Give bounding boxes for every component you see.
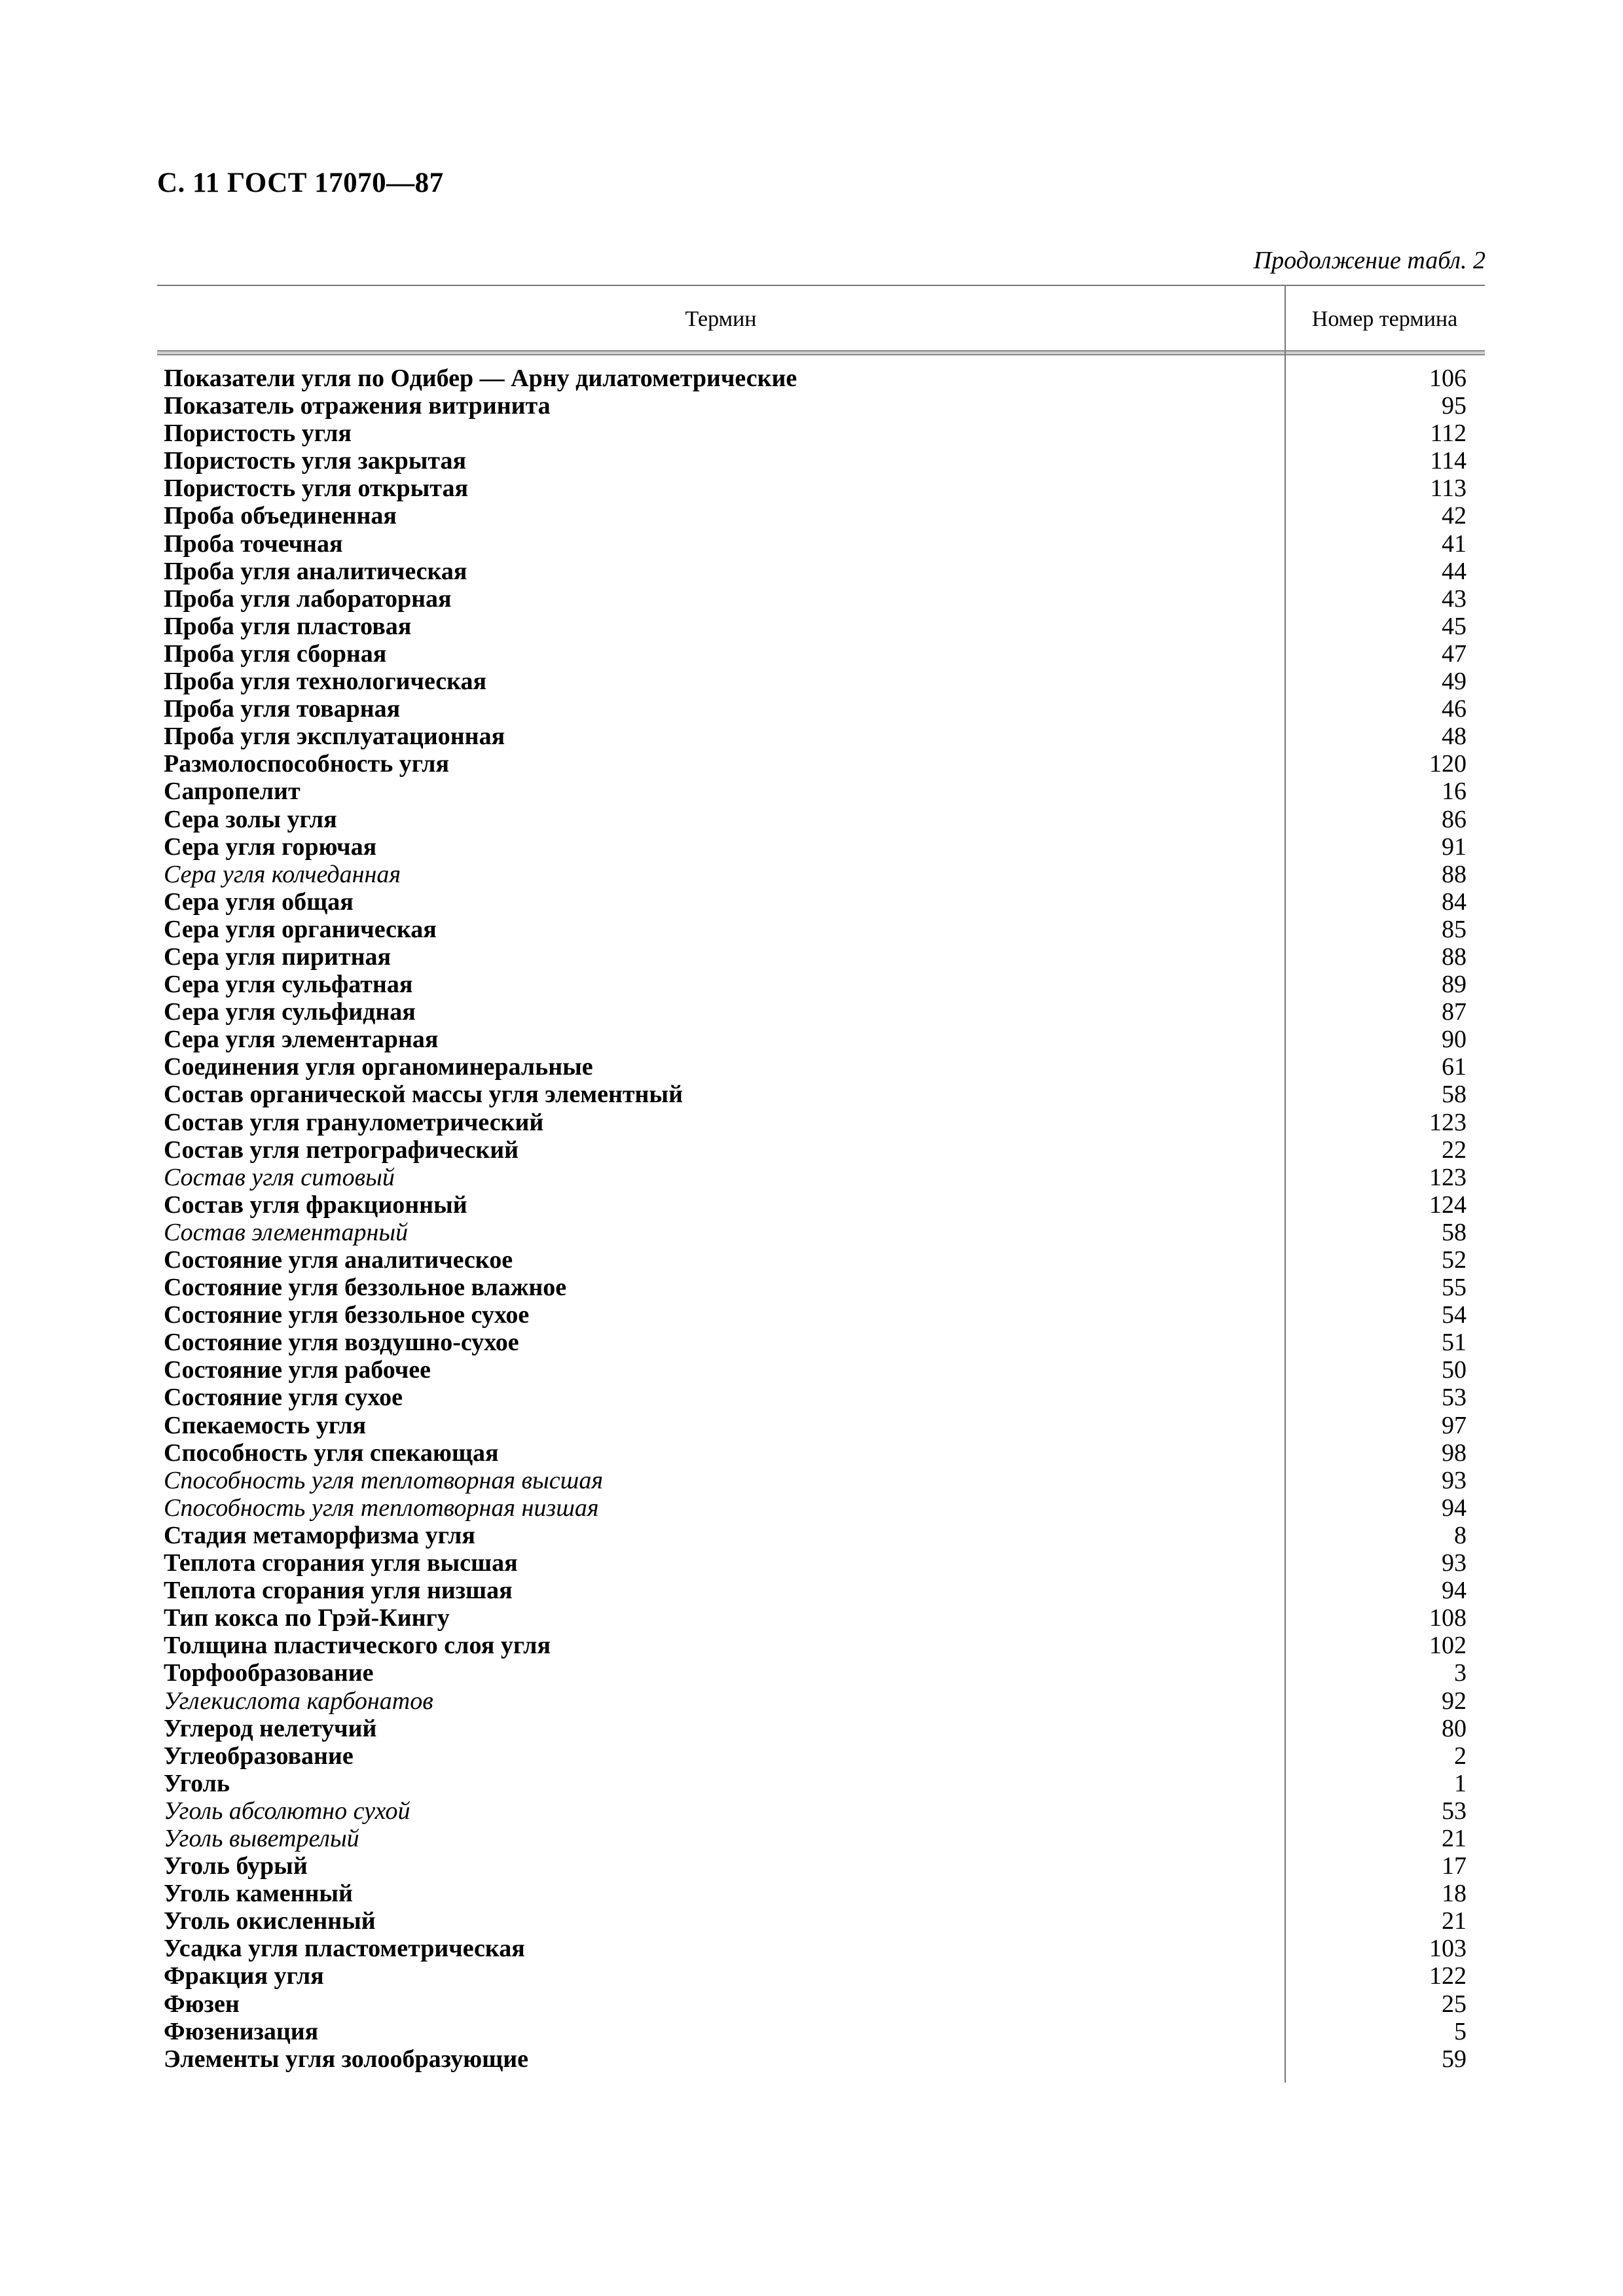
term-text: Углеобразование: [164, 1742, 354, 1770]
table-row: [157, 1412, 1485, 1439]
term-number: 88: [1442, 860, 1467, 888]
term-number: 42: [1442, 502, 1467, 530]
table-row: [157, 806, 1485, 833]
term-text: Проба угля пластовая: [164, 612, 412, 640]
table-row: [157, 2018, 1485, 2045]
table-row: [157, 833, 1485, 861]
term-text: Уголь выветрелый: [164, 1824, 359, 1852]
term-number: 41: [1442, 529, 1467, 558]
term-number: 16: [1442, 778, 1467, 806]
term-text: Теплота сгорания угля низшая: [164, 1577, 513, 1605]
table-row: [157, 1246, 1485, 1274]
term-number: 93: [1442, 1549, 1467, 1577]
term-text: Сапропелит: [164, 778, 301, 806]
table-row: [157, 1770, 1485, 1797]
term-text: Углекислота карбонатов: [164, 1687, 433, 1715]
table-row: [157, 778, 1485, 805]
table-row: [157, 1109, 1485, 1136]
term-text: Состав элементарный: [164, 1218, 409, 1246]
term-text: Состав органической массы угля элементный: [164, 1081, 683, 1109]
table-row: [157, 695, 1485, 723]
term-number: 113: [1430, 475, 1467, 503]
term-text: Способность угля теплотворная низшая: [164, 1494, 599, 1522]
table-row: [157, 723, 1485, 750]
term-text: Элементы угля золообразующие: [164, 2045, 528, 2073]
table-row: [157, 447, 1485, 475]
term-number: 61: [1442, 1053, 1467, 1081]
table-row: [157, 1384, 1485, 1411]
term-text: Пористость угля закрытая: [164, 447, 467, 475]
term-text: Фюзен: [164, 1990, 240, 2018]
term-text: Пористость угля: [164, 420, 352, 448]
term-text: Состояние угля беззольное сухое: [164, 1301, 530, 1329]
term-number: 59: [1442, 2045, 1467, 2073]
term-number: 87: [1442, 998, 1467, 1026]
table-row: [157, 1577, 1485, 1604]
term-number: 53: [1442, 1797, 1467, 1825]
term-number: 44: [1442, 557, 1467, 585]
term-text: Состояние угля воздушно-сухое: [164, 1329, 519, 1357]
term-text: Сера угля элементарная: [164, 1026, 439, 1054]
term-text: Сера угля органическая: [164, 915, 437, 943]
table-row: [157, 1356, 1485, 1384]
term-text: Уголь бурый: [164, 1852, 308, 1880]
term-text: Проба угля сборная: [164, 639, 387, 668]
term-number: 86: [1442, 805, 1467, 833]
term-text: Стадия метаморфизма угля: [164, 1521, 475, 1549]
term-text: Состояние угля сухое: [164, 1384, 403, 1412]
term-number: 89: [1442, 971, 1467, 999]
term-number: 80: [1442, 1714, 1467, 1742]
term-number: 21: [1442, 1824, 1467, 1852]
term-text: Торфообразование: [164, 1659, 374, 1687]
table-row: [157, 502, 1485, 529]
table-row: [157, 585, 1485, 613]
table-row: [157, 475, 1485, 502]
term-text: Уголь: [164, 1769, 230, 1797]
table-row: [157, 1742, 1485, 1770]
term-number: 50: [1442, 1356, 1467, 1384]
term-text: Уголь окисленный: [164, 1907, 376, 1935]
table-row: [157, 420, 1485, 447]
term-text: Уголь каменный: [164, 1880, 353, 1908]
table-row: [157, 558, 1485, 585]
table-row: [157, 530, 1485, 558]
table-row: [157, 943, 1485, 971]
term-text: Показатели угля по Одибер — Арну дилатометрические: [164, 365, 797, 392]
term-number: 108: [1429, 1604, 1467, 1632]
table-row: [157, 1494, 1485, 1522]
term-number: 90: [1442, 1026, 1467, 1054]
term-number: 106: [1429, 365, 1467, 392]
term-text: Сера угля сульфатная: [164, 971, 413, 999]
term-text: Сера золы угля: [164, 805, 337, 833]
table-row: [157, 971, 1485, 998]
table-row: [157, 1687, 1485, 1715]
table-row: [157, 1026, 1485, 1053]
term-text: Фракция угля: [164, 1962, 324, 1990]
table-row: [157, 1549, 1485, 1577]
table-row: [157, 1797, 1485, 1825]
term-text: Сера угля общая: [164, 888, 354, 916]
table-row: [157, 1191, 1485, 1219]
table-row: [157, 998, 1485, 1026]
term-number: 58: [1442, 1218, 1467, 1246]
table-row: [157, 1907, 1485, 1935]
table-body: [157, 365, 1485, 2073]
term-number: 2: [1454, 1742, 1467, 1770]
term-number: 22: [1442, 1136, 1467, 1164]
term-number: 102: [1429, 1632, 1467, 1660]
term-number: 94: [1442, 1577, 1467, 1605]
table-row: [157, 1604, 1485, 1632]
term-text: Фюзенизация: [164, 2017, 319, 2045]
term-number: 3: [1454, 1659, 1467, 1687]
term-number: 120: [1429, 750, 1467, 778]
table-row: [157, 640, 1485, 668]
term-number: 53: [1442, 1384, 1467, 1412]
term-text: Теплота сгорания угля высшая: [164, 1549, 518, 1577]
table-row: [157, 1329, 1485, 1356]
term-text: Состав угля гранулометрический: [164, 1108, 544, 1136]
table-row: [157, 1632, 1485, 1659]
term-number: 114: [1430, 447, 1467, 475]
term-number: 91: [1442, 833, 1467, 861]
term-number: 94: [1442, 1494, 1467, 1522]
column-header-number: Номер термина: [1311, 307, 1458, 331]
column-header-term: Термин: [685, 307, 757, 331]
term-number: 103: [1429, 1935, 1467, 1963]
term-text: Уголь абсолютно сухой: [164, 1797, 410, 1825]
term-number: 84: [1442, 888, 1467, 916]
term-text: Сера угля сульфидная: [164, 998, 416, 1026]
term-text: Проба угля аналитическая: [164, 557, 467, 585]
term-number: 124: [1429, 1191, 1467, 1219]
table-row: [157, 1715, 1485, 1742]
term-number: 43: [1442, 584, 1467, 613]
table-caption: Продолжение табл. 2: [1253, 247, 1486, 274]
term-number: 98: [1442, 1439, 1467, 1467]
page-header: С. 11 ГОСТ 17070—87: [157, 168, 444, 198]
table-row: [157, 861, 1485, 888]
table-row: [157, 888, 1485, 916]
table-row: [157, 916, 1485, 943]
term-text: Толщина пластического слоя угля: [164, 1632, 551, 1660]
term-number: 123: [1429, 1108, 1467, 1136]
term-number: 112: [1430, 420, 1467, 448]
term-text: Спекаемость угля: [164, 1411, 367, 1439]
table-row: [157, 1522, 1485, 1549]
term-number: 55: [1442, 1274, 1467, 1302]
term-number: 92: [1442, 1687, 1467, 1715]
term-number: 52: [1442, 1246, 1467, 1274]
term-text: Сера угля горючая: [164, 833, 377, 861]
table-row: [157, 1053, 1485, 1081]
term-number: 88: [1442, 942, 1467, 971]
term-number: 25: [1442, 1990, 1467, 2018]
term-text: Проба угля товарная: [164, 695, 401, 723]
term-text: Углерод нелетучий: [164, 1714, 377, 1742]
term-text: Состояние угля рабочее: [164, 1356, 431, 1384]
table-row: [157, 1880, 1485, 1907]
table-row: [157, 2045, 1485, 2073]
term-number: 49: [1442, 668, 1467, 696]
term-number: 48: [1442, 723, 1467, 751]
table-row: [157, 1274, 1485, 1301]
term-number: 93: [1442, 1466, 1467, 1494]
table-row: [157, 750, 1485, 778]
term-number: 97: [1442, 1411, 1467, 1439]
table-row: [157, 1467, 1485, 1494]
term-text: Проба точечная: [164, 529, 343, 558]
term-number: 122: [1429, 1962, 1467, 1990]
term-number: 21: [1442, 1907, 1467, 1935]
table-row: [157, 1136, 1485, 1164]
term-text: Состав угля ситовый: [164, 1163, 395, 1191]
term-text: Пористость угля открытая: [164, 475, 468, 503]
term-text: Сера угля пиритная: [164, 942, 392, 971]
term-number: 95: [1442, 392, 1467, 420]
term-text: Проба угля лабораторная: [164, 584, 452, 613]
term-text: Состояние угля беззольное влажное: [164, 1274, 567, 1302]
table-row: [157, 1219, 1485, 1246]
table-row: [157, 365, 1485, 392]
term-text: Показатель отражения витринита: [164, 392, 551, 420]
table-row: [157, 1081, 1485, 1108]
term-number: 47: [1442, 639, 1467, 668]
term-text: Состав угля фракционный: [164, 1191, 467, 1219]
term-text: Усадка угля пластометрическая: [164, 1935, 525, 1963]
term-number: 17: [1442, 1852, 1467, 1880]
table-row: [157, 1439, 1485, 1467]
term-number: 18: [1442, 1880, 1467, 1908]
table-row: [157, 1935, 1485, 1962]
term-text: Состояние угля аналитическое: [164, 1246, 513, 1274]
term-text: Размолоспособность угля: [164, 750, 449, 778]
table-row: [157, 1852, 1485, 1880]
term-text: Проба угля эксплуатационная: [164, 723, 505, 751]
table-row: [157, 1990, 1485, 2018]
term-text: Проба объединенная: [164, 502, 397, 530]
term-number: 123: [1429, 1163, 1467, 1191]
term-number: 45: [1442, 612, 1467, 640]
term-number: 54: [1442, 1301, 1467, 1329]
term-text: Способность угля теплотворная высшая: [164, 1466, 603, 1494]
term-text: Состав угля петрографический: [164, 1136, 519, 1164]
table-row: [157, 668, 1485, 695]
table-row: [157, 1962, 1485, 1990]
term-text: Сера угля колчеданная: [164, 860, 401, 888]
term-text: Способность угля спекающая: [164, 1439, 499, 1467]
term-number: 58: [1442, 1081, 1467, 1109]
term-number: 51: [1442, 1329, 1467, 1357]
table-row: [157, 613, 1485, 640]
term-text: Проба угля технологическая: [164, 668, 487, 696]
term-number: 5: [1454, 2017, 1467, 2045]
term-number: 8: [1454, 1521, 1467, 1549]
term-number: 85: [1442, 915, 1467, 943]
table-row: [157, 1659, 1485, 1687]
table-row: [157, 1301, 1485, 1329]
table-row: [157, 1825, 1485, 1852]
table-row: [157, 392, 1485, 420]
term-number: 46: [1442, 695, 1467, 723]
term-text: Тип кокса по Грэй-Кингу: [164, 1604, 450, 1632]
table-row: [157, 1164, 1485, 1191]
term-number: 1: [1454, 1769, 1467, 1797]
term-text: Соединения угля органоминеральные: [164, 1053, 593, 1081]
